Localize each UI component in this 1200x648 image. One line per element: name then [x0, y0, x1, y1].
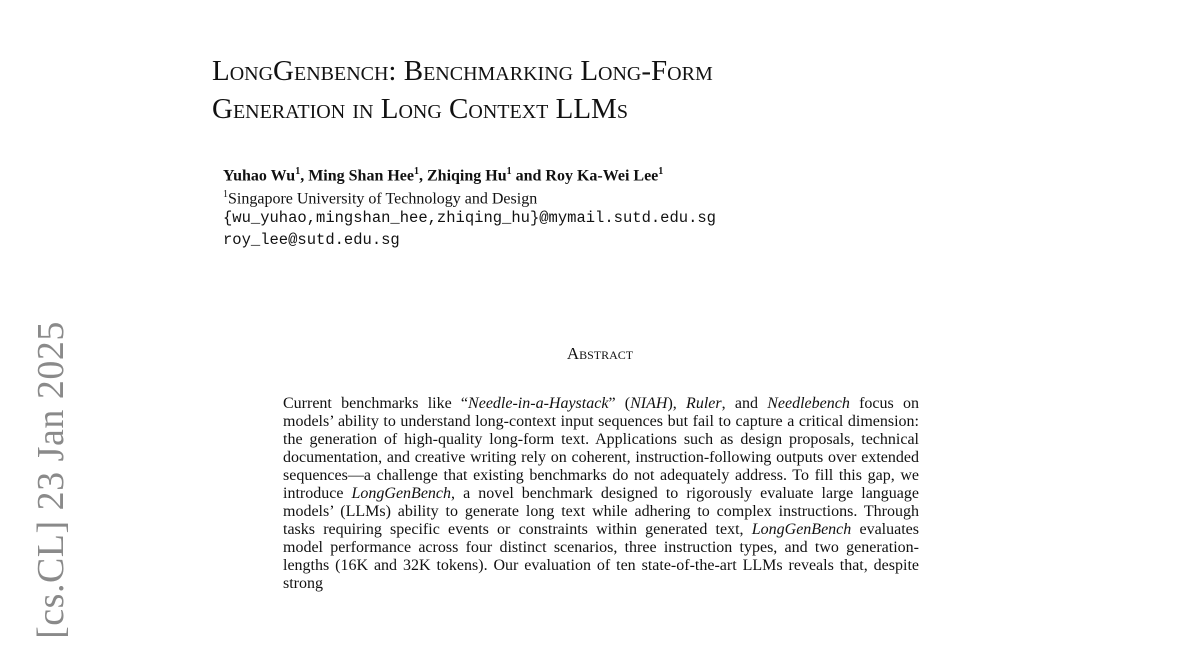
affiliation-mark: 1: [223, 189, 228, 200]
title-line-2: Generation in Long Context LLMs: [212, 93, 628, 125]
abstract-text: , a novel benchmark designed to rigorously evaluate large language models’ (LLMs) ability to generate long text while adhering to complex instructions. Through tasks requiring specific events or constraints within generated text,: [283, 485, 920, 538]
author-affil-mark: 1: [658, 166, 664, 177]
abstract-text: , and: [721, 395, 768, 412]
arxiv-stamp-text: [cs.CL] 23 Jan 2025: [30, 321, 72, 639]
title-line-1: LongGenbench: Benchmarking Long-Form: [212, 55, 713, 87]
abstract-body: [283, 395, 919, 593]
abstract-text: focus on models’ ability to understand long-context input sequences but fail to capture a critical dimension: the generation of high-quality long-form text. Applications such as design proposals, technical documentation, and creative writing rely on coherent, instruction-following outputs over extended sequences—a challenge that existing benchmarks do not adequately address. To fill this gap, we introduce: [283, 395, 920, 502]
abstract-text: Current benchmarks like “: [283, 395, 469, 412]
email-line: {wu_yuhao,mingshan_hee,zhiqing_hu}@mymail.sutd.edu.sg: [223, 209, 716, 227]
author-separator: ,: [419, 167, 427, 185]
author-name: Ming Shan Hee: [308, 167, 414, 185]
paper-title: [212, 52, 932, 128]
arxiv-stamp: [28, 320, 74, 640]
abstract-text: ” (: [608, 395, 631, 412]
affiliation-name: Singapore University of Technology and Design: [228, 190, 538, 208]
author-affil-mark: 1: [506, 166, 512, 177]
abstract-text: ),: [667, 395, 687, 412]
author-name: Roy Ka-Wei Lee: [545, 167, 659, 185]
author-affil-mark: 1: [414, 166, 419, 177]
abstract-emphasis: NIAH: [630, 395, 668, 412]
author-separator: ,: [300, 167, 309, 185]
author-separator: and: [511, 167, 546, 185]
abstract-emphasis: Needle-in-a-Haystack: [468, 395, 609, 412]
author-affil-mark: 1: [295, 166, 301, 177]
author-name: Yuhao Wu: [223, 167, 296, 185]
abstract-text: evaluates model performance across four distinct scenarios, three instruction types, and two generation-lengths (16K and 32K tokens). Our evaluation of ten state-of-the-art LLMs reveals that, despite strong: [283, 521, 919, 592]
abstract-emphasis: LongGenBench: [751, 521, 852, 538]
abstract-emphasis: Ruler: [686, 395, 722, 412]
abstract-emphasis: LongGenBench: [351, 485, 452, 502]
author-name: Zhiqing Hu: [427, 167, 507, 185]
abstract-emphasis: Needlebench: [767, 395, 850, 412]
abstract-paragraph: [283, 395, 919, 593]
abstract-heading: Abstract: [566, 344, 634, 363]
email-line: roy_lee@sutd.edu.sg: [223, 231, 400, 249]
